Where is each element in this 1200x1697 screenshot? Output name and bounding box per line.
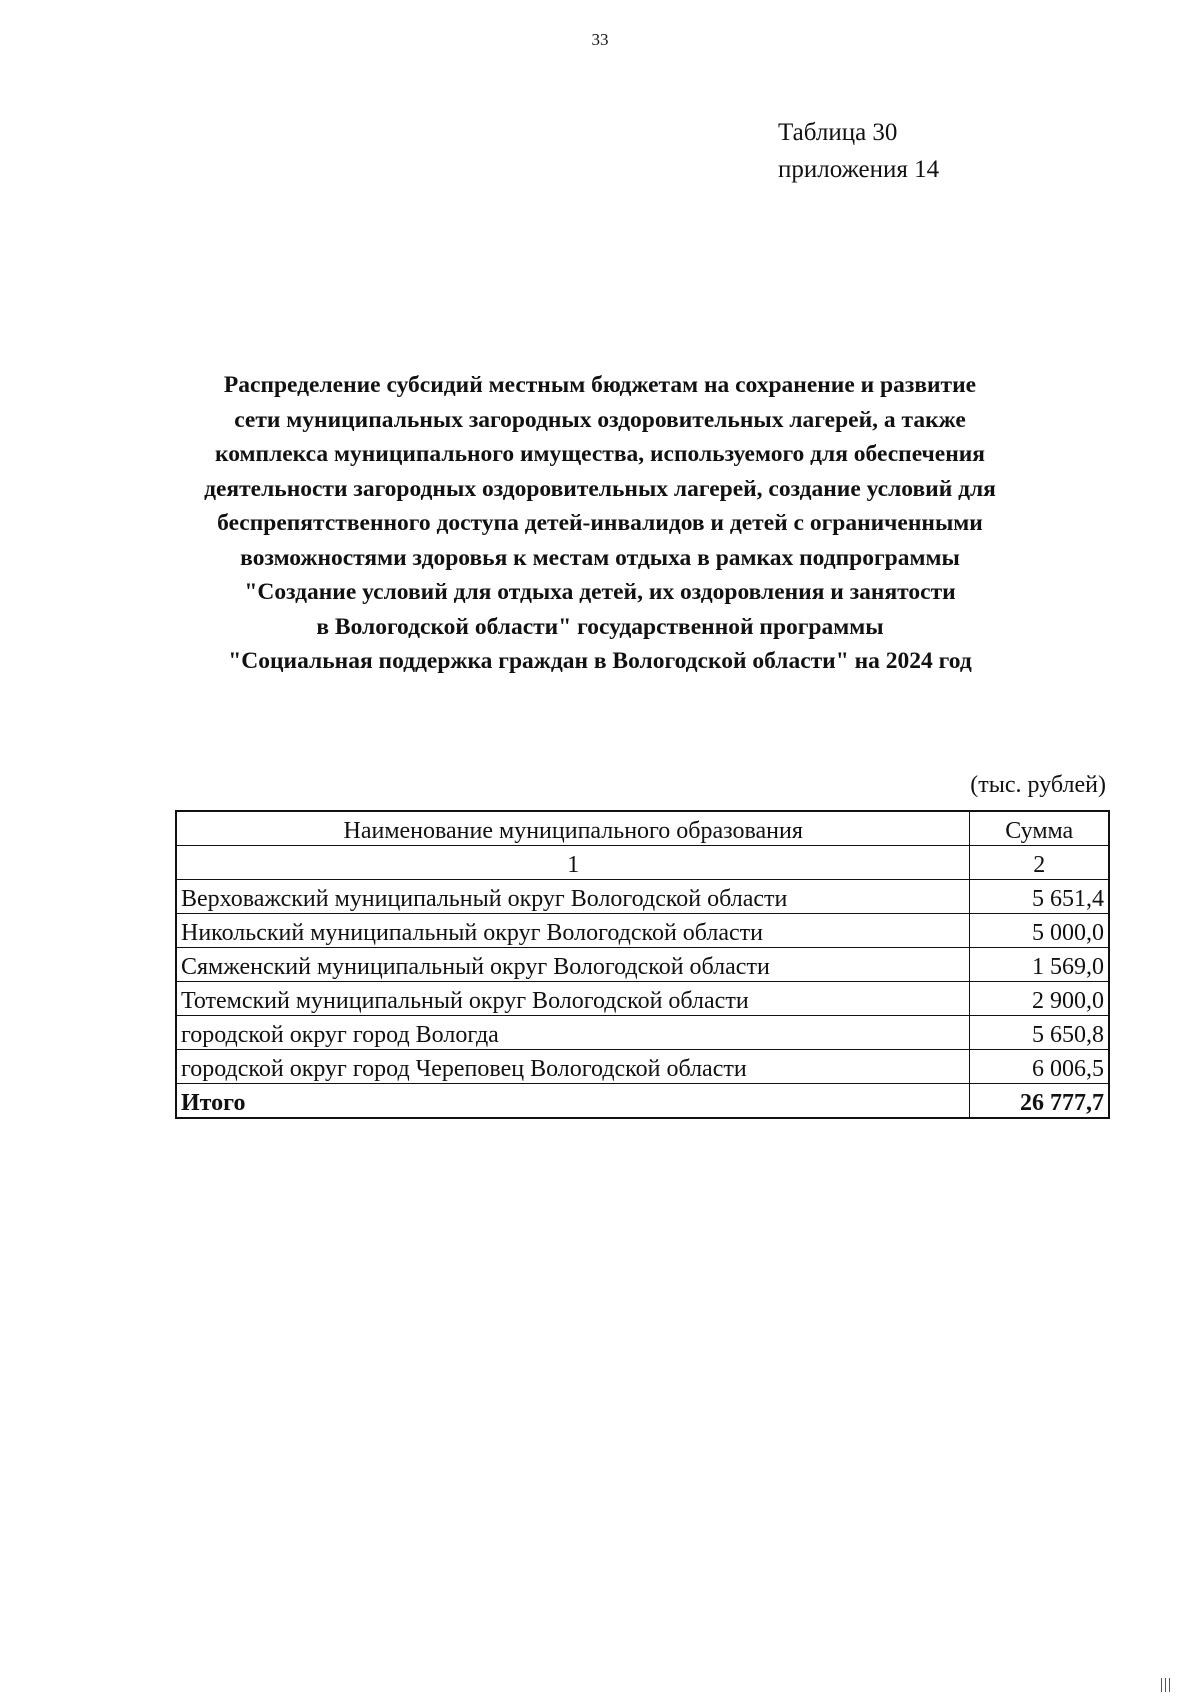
- table-number-label: Таблица 30: [778, 119, 898, 146]
- subsidy-amount: 5 650,8: [970, 1016, 1109, 1050]
- subsidy-amount: 6 006,5: [970, 1050, 1109, 1084]
- table-row: [176, 948, 1109, 982]
- title-line: в Вологодской области" государственной программы: [316, 613, 884, 640]
- table-row: [176, 982, 1109, 1016]
- municipality-name: городской округ город Череповец Вологодской области: [176, 1050, 970, 1084]
- scan-mark: [1161, 1678, 1162, 1692]
- municipality-name: Никольский муниципальный округ Вологодской области: [176, 914, 970, 948]
- title-line: сети муниципальных загородных оздоровительных лагерей, а также: [234, 406, 966, 433]
- scan-mark: [1169, 1678, 1170, 1692]
- column-number-name: 1: [176, 846, 970, 880]
- table-row: [176, 914, 1109, 948]
- subsidy-table: [175, 810, 1110, 1119]
- column-number-sum: 2: [970, 846, 1109, 880]
- table-row: [176, 1016, 1109, 1050]
- page-number: 33: [591, 30, 609, 49]
- municipality-name: Тотемский муниципальный округ Вологодской области: [176, 982, 970, 1016]
- total-amount: 26 777,7: [970, 1084, 1109, 1119]
- municipality-name: Сямженский муниципальный округ Вологодской области: [176, 948, 970, 982]
- title-line: комплекса муниципального имущества, используемого для обеспечения: [214, 441, 986, 467]
- title-line: беспрепятственного доступа детей-инвалидов и детей с ограниченными: [217, 510, 983, 536]
- title-line: Распределение субсидий местным бюджетам на сохранение и развитие: [223, 372, 977, 398]
- total-label: Итого: [176, 1084, 970, 1119]
- subsidy-amount: 1 569,0: [970, 948, 1109, 982]
- table-header-row: [176, 811, 1109, 846]
- appendix-label: приложения 14: [778, 156, 940, 183]
- document-title: [130, 368, 1070, 679]
- table-reference: [778, 114, 939, 188]
- scan-marks: [1158, 1678, 1170, 1697]
- units-label: (тыс. рублей): [970, 772, 1106, 798]
- title-line: "Социальная поддержка граждан в Вологодской области" на 2024 год: [228, 648, 972, 674]
- header-name: Наименование муниципального образования: [176, 811, 970, 846]
- table-row: [176, 880, 1109, 914]
- column-number-row: [176, 846, 1109, 880]
- scan-mark: [1165, 1678, 1166, 1692]
- title-line: "Создание условий для отдыха детей, их оздоровления и занятости: [244, 579, 956, 605]
- total-row: [176, 1084, 1109, 1119]
- subsidy-amount: 5 000,0: [970, 914, 1109, 948]
- header-sum: Сумма: [970, 811, 1109, 846]
- subsidy-amount: 5 651,4: [970, 880, 1109, 914]
- title-line: возможностями здоровья к местам отдыха в рамках подпрограммы: [240, 544, 960, 571]
- municipality-name: городской округ город Вологда: [176, 1016, 970, 1050]
- title-line: деятельности загородных оздоровительных лагерей, создание условий для: [204, 475, 996, 502]
- table-row: [176, 1050, 1109, 1084]
- subsidy-amount: 2 900,0: [970, 982, 1109, 1016]
- municipality-name: Верховажский муниципальный округ Вологодской области: [176, 880, 970, 914]
